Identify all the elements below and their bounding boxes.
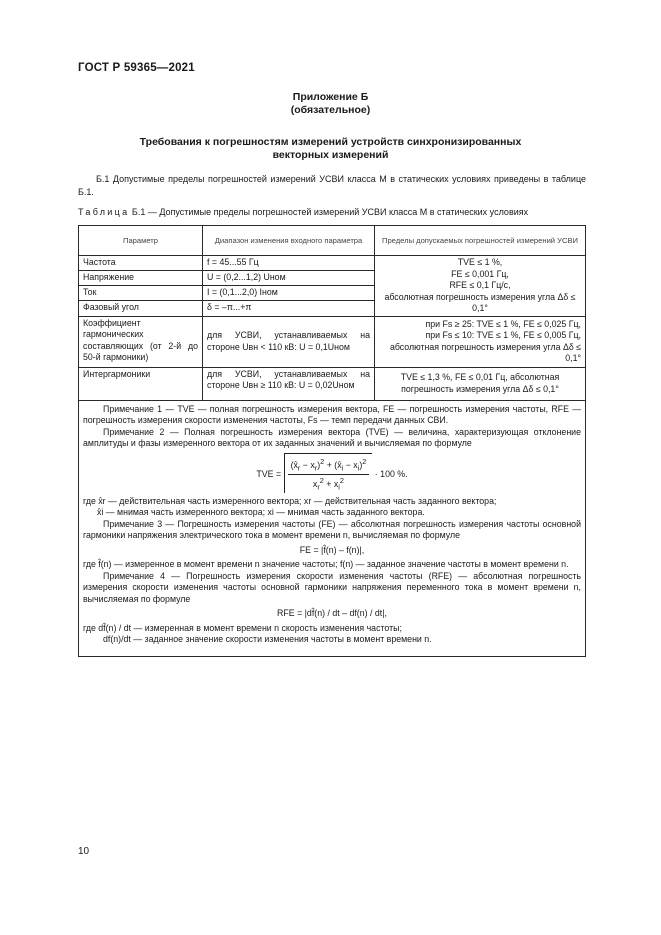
intro-paragraph-text: Б.1 Допустимые пределы погрешностей измерений УСВИ класса М в статических условиях приведены в таблице Б.1. — [78, 174, 586, 197]
limit-harm-1: при Fs ≥ 25: TVE ≤ 1 %, FE ≤ 0,025 Гц, — [425, 318, 581, 329]
sqrt-sign: $\frac{(x̂_r - x_r)^2 + (x̂_i - x_i)^2}{x_r^2 + x_i^2}$ — [284, 453, 373, 493]
range-current: I = (0,1...2,0) Iном — [203, 286, 375, 301]
note-2: Примечание 2 — Полная погрешность измерения вектора (TVE) — величина, характеризующая отклонение амплитуды и фазы измеренного вектора от их заданных значений и вычисляемая по формуле — [83, 426, 581, 448]
table-caption — [78, 207, 528, 217]
param-frequency: Частота — [79, 256, 203, 271]
appendix-title: Приложение Б — [292, 91, 369, 103]
fe-formula: FE = |f̂(n) – f(n)|, — [299, 544, 365, 555]
where-1b: x̂i — мнимая часть измеренного вектора; xi — мнимая часть заданного вектора. — [97, 507, 425, 518]
limit-harm-3: абсолютная погрешность измерения угла Δδ ≤ 0,1° — [389, 341, 581, 363]
header-parameter: Параметр — [79, 226, 203, 256]
section-title — [78, 136, 583, 162]
standard-number: ГОСТ Р 59365—2021 — [78, 62, 195, 74]
note-3: Примечание 3 — Погрешность измерения частоты (FE) — абсолютная погрешность измерения частоты основной гармоники напряжения электрического тока в момент времени n, вычисляемая по формуле — [83, 518, 581, 541]
table-header-row — [79, 226, 586, 256]
limit-tve: TVE ≤ 1 %, — [457, 257, 503, 267]
range-interharmonics: для УСВИ, устанавливаемых на стороне Uвн ≥ 110 кВ: U = 0,02Uном — [203, 367, 375, 400]
table-row — [79, 316, 586, 367]
limit-angle: абсолютная погрешность измерения угла Δδ ≤ 0,1° — [384, 291, 576, 313]
range-voltage: U = (0,2...1,2) Uном — [203, 271, 375, 286]
range-phase: δ = –π...+π — [203, 301, 375, 316]
where-2: где f̂(n) — измеренное в момент времени n значение частоты; f(n) — заданное значение частоты в момент времени n. — [83, 559, 569, 570]
param-current: Ток — [79, 286, 203, 301]
param-voltage: Напряжение — [79, 271, 203, 286]
limit-fe: FE ≤ 0,001 Гц, — [451, 268, 509, 279]
range-frequency: f = 45...55 Гц — [203, 256, 375, 271]
intro-paragraph — [78, 173, 586, 198]
limit-rfe: RFE ≤ 0,1 Гц/с, — [449, 280, 511, 290]
tve-formula: TVE = $\frac{(x̂_r - x_r)^2 + (x̂_i - x_i)^2}{x_r^2 + x_i^2}$ · 100 %. — [83, 453, 581, 493]
table-row — [79, 256, 586, 271]
page-number: 10 — [78, 846, 90, 857]
section-title-line1: Требования к погрешностям измерений устройств синхронизированных — [139, 136, 522, 148]
limit-harm-2: при Fs ≤ 10: TVE ≤ 1 %, FE ≤ 0,005 Гц, — [425, 330, 581, 340]
table-caption-text: Б.1 — Допустимые пределы погрешностей измерений УСВИ класса М в статических условиях — [131, 207, 529, 217]
section-title-line2: векторных измерений — [272, 149, 389, 161]
appendix-subtitle: (обязательное) — [290, 104, 371, 116]
range-harmonics: для УСВИ, устанавливаемых на стороне Uвн < 110 кВ: U = 0,1Uном — [203, 316, 375, 367]
note-4: Примечание 4 — Погрешность измерения скорости изменения частоты (RFE) — абсолютная погрешность измерения скорости изменения частоты основной гармоники напряжения переменного тока в момент времени n, вычисляемая по формуле — [83, 570, 581, 604]
rfe-formula: RFE = |df̂(n) / dt – df(n) / dt|, — [277, 608, 387, 619]
limits-group1 — [375, 256, 586, 317]
param-harmonics: Коэффициент гармонических составляющих (от 2-й до 50-й гармоники) — [79, 316, 203, 367]
where-3a: где df̂(n) / dt — измеренная в момент времени n скорость изменения частоты; — [83, 622, 402, 633]
table-notes — [79, 400, 586, 656]
header-range: Диапазон изменения входного параметра — [203, 226, 375, 256]
param-interharmonics: Интергармоники — [79, 367, 203, 400]
where-1a: где x̂r — действительная часть измеренного вектора; xr — действительная часть заданного вектора; — [83, 495, 497, 506]
limits-table — [78, 225, 586, 657]
table-caption-prefix: Таблица — [78, 207, 130, 217]
limits-interharmonics: TVE ≤ 1,3 %, FE ≤ 0,01 Гц, абсолютная погрешность измерения угла Δδ ≤ 0,1° — [375, 367, 586, 400]
note-1: Примечание 1 — TVE — полная погрешность измерения вектора, FE — погрешность измерения частоты, RFE — погрешность измерения скорости изменения частоты, Fs — темп передачи данных СВИ. — [83, 403, 581, 425]
param-phase: Фазовый угол — [79, 301, 203, 316]
table-notes-row — [79, 400, 586, 656]
limits-harmonics — [375, 316, 586, 367]
table-row — [79, 367, 586, 400]
where-3b: df(n)/dt — заданное значение скорости изменения частоты в момент времени n. — [103, 634, 432, 645]
header-limits: Пределы допускаемых погрешностей измерений УСВИ — [375, 226, 586, 256]
